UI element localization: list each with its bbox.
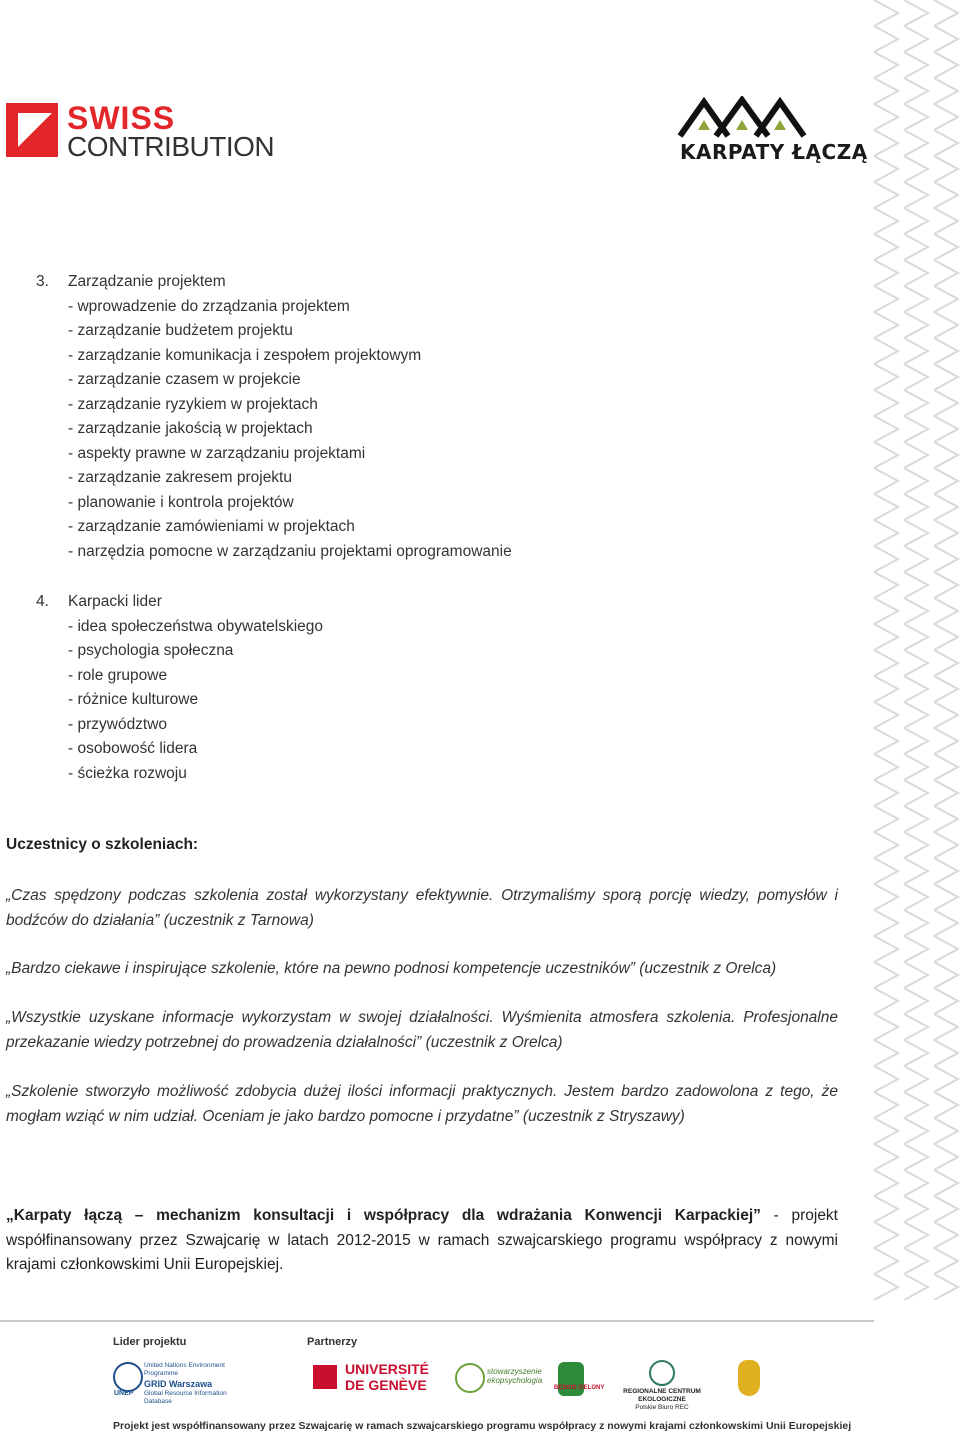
section-3-item: - zarządzanie komunikacja i zespołem projektowym	[68, 346, 422, 364]
footer-cofinancing-note: Projekt jest współfinansowany przez Szwajcarię w ramach szwajcarskiego programu współpracy z nowymi krajami członkowskimi Unii Europejskiej	[113, 1420, 852, 1432]
section-3-item: - wprowadzenie do zrządzania projektem	[68, 297, 350, 315]
unep-label: UNEP	[114, 1390, 134, 1397]
grid-warszawa-logo	[144, 1362, 249, 1405]
rec-emblem-icon	[649, 1360, 675, 1386]
project-funding-text: - projekt współfinansowany przez Szwajcarię w latach 2012-2015 w ramach szwajcarskiego programu współpracy z nowymi krajami członkowskimi Unii Europejskiej.	[6, 1207, 838, 1273]
section-4-item: - role grupowe	[68, 666, 168, 684]
project-description	[6, 1204, 838, 1278]
swiss-logo-text-line2: CONTRIBUTION	[67, 131, 275, 162]
project-title: „Karpaty łączą – mechanizm konsultacji i współpracy dla wdrażania Konwencji Karpackiej”	[6, 1207, 761, 1224]
section-3-item: - zarządzanie zamówieniami w projektach	[68, 518, 355, 535]
section-3-item: - zarządzanie zakresem projektu	[68, 469, 292, 486]
section-3-item: - zarządzanie ryzykiem w projektach	[68, 395, 318, 413]
section-3-item: - aspekty prawne w zarządzaniu projektami	[68, 444, 366, 462]
rec-line-2: Polskie Biuro REC	[635, 1404, 689, 1411]
grid-line-1: United Nations Environment Programme	[144, 1362, 225, 1377]
section-3-item: - zarządzanie jakością w projektach	[68, 420, 313, 437]
section-3-item: - zarządzanie czasem w projekcie	[68, 371, 301, 388]
section-3-item: - zarządzanie budżetem projektu	[68, 322, 293, 339]
section-3-number: 3.	[36, 273, 49, 290]
section-4-title: Karpacki lider	[68, 593, 162, 610]
ekopsychologia-circle-icon	[455, 1363, 485, 1393]
section-3-title: Zarządzanie projektem	[68, 273, 226, 290]
section-4-number: 4.	[36, 593, 49, 610]
eko-line-2: ekopsychologia	[487, 1376, 543, 1385]
section-3-item: - planowanie i kontrola projektów	[68, 493, 294, 511]
grid-line-2: GRID Warszawa	[144, 1379, 213, 1389]
swiss-logo-text-line1: SWISS	[67, 100, 176, 136]
section-4-item: - różnice kulturowe	[68, 691, 199, 708]
partners-label: Partnerzy	[307, 1336, 358, 1348]
beskid-label: BESKID ZIELONY	[554, 1385, 605, 1391]
footer-divider	[0, 1320, 874, 1322]
section-4-item: - idea społeczeństwa obywatelskiego	[68, 617, 324, 635]
geneve-crest-icon	[313, 1365, 337, 1389]
coat-of-arms-icon	[738, 1360, 760, 1396]
swiss-contribution-logo-mark	[6, 103, 58, 157]
rec-logo	[614, 1360, 710, 1412]
section-3-item: - narzędzia pomocne w zarządzaniu projektami oprogramowanie	[68, 542, 512, 560]
rec-line-1: REGIONALNE CENTRUM EKOLOGICZNE	[623, 1388, 701, 1403]
testimonial-1: „Czas spędzony podczas szkolenia został wykorzystany efektywnie. Otrzymaliśmy sporą porcję wiedzy, pomysłów i bodźców do działania” (uczestnik z Tarnowa)	[6, 887, 838, 929]
leader-label: Lider projektu	[113, 1336, 187, 1348]
section-4-item: - psychologia społeczna	[68, 642, 234, 659]
section-4-item: - ścieżka rozwoju	[68, 764, 187, 782]
unep-logo	[113, 1362, 143, 1392]
eko-line-1: stowarzyszenie	[487, 1367, 542, 1376]
testimonial-2: „Bardzo ciekawe i inspirujące szkolenie, które na pewno podnosi kompetencje uczestników” (uczestnik z Orelca)	[6, 960, 777, 977]
testimonials-heading: Uczestnicy o szkoleniach:	[6, 836, 199, 853]
testimonial-4: „Szkolenie stworzyło możliwość zdobycia dużej ilości informacji praktycznych. Jestem bardzo zadowolona z tego, że mogłam wziąć w nim udział. Oceniam je jako bardzo pomocne i przydatne” (uczestnik z Stryszawy)	[6, 1083, 838, 1125]
section-4-item: - osobowość lidera	[68, 740, 198, 757]
section-4-item: - przywództwo	[68, 715, 168, 733]
grid-line-3: Global Resource Information Database	[144, 1390, 227, 1405]
karpaty-logo-text: KARPATY ŁĄCZĄ	[680, 140, 868, 164]
section-4	[36, 590, 636, 790]
section-3	[36, 270, 636, 570]
testimonial-3: „Wszystkie uzyskane informacje wykorzystam w swojej działalności. Wyśmienita atmosfera szkolenia. Profesjonalne przekazanie wiedzy potrzebnej do prowadzenia działalności” (uczestnik z Orelca)	[6, 1009, 838, 1051]
decorative-border-pattern	[870, 0, 960, 1300]
univ-line-2: DE GENÈVE	[345, 1377, 427, 1393]
univ-line-1: UNIVERSITÉ	[345, 1361, 430, 1377]
